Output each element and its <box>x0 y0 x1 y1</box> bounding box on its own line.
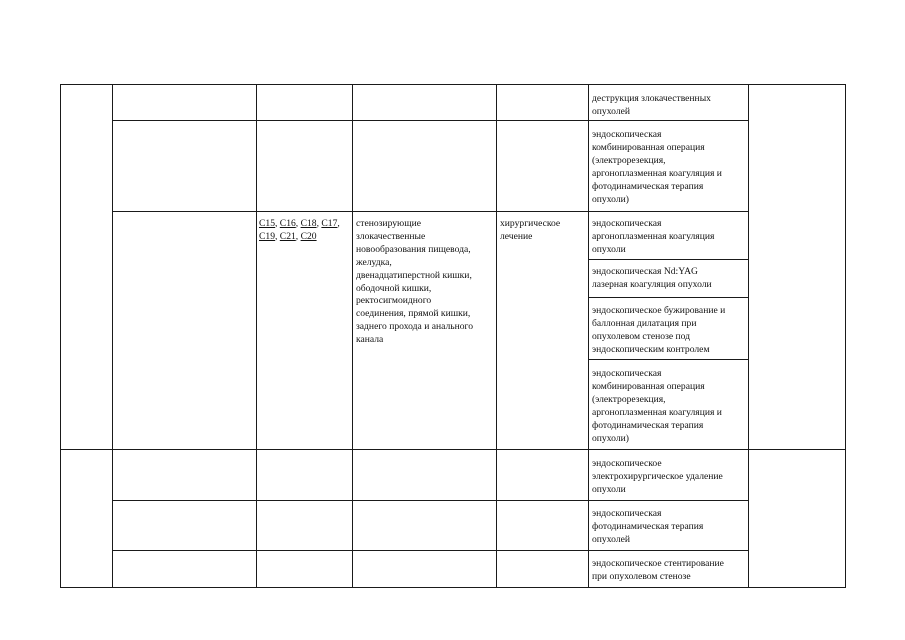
procedure-cell <box>592 558 724 584</box>
procedure-cell <box>592 218 714 257</box>
text-line: аргоноплазменная коагуляция и <box>592 406 722 418</box>
text-line: эндоскопическая <box>592 508 662 519</box>
text-line: (электрорезекция, <box>592 154 666 166</box>
text-line: эндоскопическая <box>592 368 662 379</box>
treatment-cell <box>500 218 560 244</box>
text-line: эндоскопическое <box>592 458 662 469</box>
text-line: электрохирургическое удаление <box>592 470 723 482</box>
text-line: фотодинамическая терапия <box>592 520 704 532</box>
procedure-cell <box>592 266 712 292</box>
text-line: опухолей <box>592 105 631 117</box>
text-line: комбинированная операция <box>592 380 705 392</box>
procedure-cell <box>592 508 703 547</box>
text-line: опухолей <box>592 533 631 545</box>
procedure-cell <box>592 129 722 206</box>
diagnosis-cell <box>356 218 473 347</box>
text-line: баллонная дилатация при <box>592 317 697 329</box>
text-line: ободочной кишки, <box>356 282 432 294</box>
icd-code-link[interactable]: C21 <box>279 230 296 242</box>
text-line: хирургическое <box>500 218 561 229</box>
text-line: опухолевом стенозе под <box>592 330 691 342</box>
text-line: эндоскопическим контролем <box>592 343 710 355</box>
text-line: фотодинамическая терапия <box>592 419 704 431</box>
icd-code-link[interactable]: C19 <box>259 230 275 242</box>
text-line: канала <box>356 334 384 346</box>
text-line: стенозирующие <box>356 218 421 229</box>
text-line: желудка, <box>356 256 392 268</box>
text-line: при опухолевом стенозе <box>592 570 691 582</box>
icd-codes-cell: C15, C16, C18, C17, C19, C21, C20 <box>259 218 340 242</box>
text-line: опухоли <box>592 243 626 255</box>
text-line: эндоскопическая <box>592 218 662 229</box>
text-line: опухоли) <box>592 432 629 444</box>
text-line: эндоскопическая Nd:YAG <box>592 266 698 277</box>
icd-code-link[interactable]: C17 <box>321 218 338 229</box>
text-line: фотодинамическая терапия <box>592 180 704 192</box>
text-line: эндоскопическое бужирование и <box>592 305 726 316</box>
procedure-cell <box>592 458 723 497</box>
text-line: злокачественные <box>356 230 426 242</box>
text-line: аргоноплазменная коагуляция и <box>592 167 722 179</box>
text-line: лечение <box>500 230 533 242</box>
text-line: эндоскопическая <box>592 129 662 140</box>
text-line: комбинированная операция <box>592 141 705 153</box>
text-line: (электрорезекция, <box>592 393 666 405</box>
text-line: ректосигмоидного <box>356 295 432 307</box>
icd-code-link[interactable]: C16 <box>279 218 296 229</box>
text-line: опухоли) <box>592 193 629 205</box>
procedure-cell <box>592 93 711 119</box>
icd-code-link[interactable]: C18 <box>300 218 317 229</box>
icd-code-link[interactable]: C15 <box>259 218 275 229</box>
text-line: новообразования пищевода, <box>356 243 471 255</box>
text-line: эндоскопическое стентирование <box>592 558 724 569</box>
icd-code-link[interactable]: C20 <box>300 230 317 242</box>
text-line: заднего прохода и анального <box>356 321 474 333</box>
procedure-cell <box>592 305 725 357</box>
text-line: деструкция злокачественных <box>592 93 711 104</box>
text-line: лазерная коагуляция опухоли <box>592 278 712 290</box>
text-line: опухоли <box>592 483 626 495</box>
procedure-cell <box>592 368 722 445</box>
text-line: двенадцатиперстной кишки, <box>356 269 472 281</box>
text-line: соединения, прямой кишки, <box>356 308 471 320</box>
text-line: аргоноплазменная коагуляция <box>592 230 715 242</box>
